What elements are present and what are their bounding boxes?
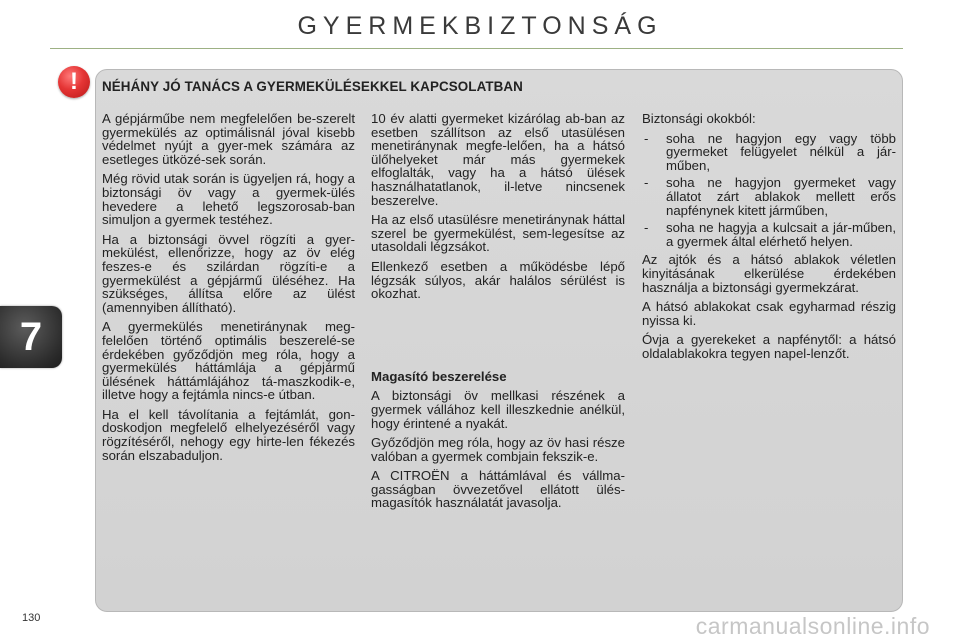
paragraph: Az ajtók és a hátsó ablakok véletlen kinyitásának elkerülése érdekében használja a biztonsági gyermekzárat.	[642, 252, 896, 295]
section-subheading: Magasító beszerelése	[371, 368, 507, 384]
title-divider	[50, 48, 903, 49]
paragraph: A biztonsági öv mellkasi részének a gyermek vállához kell illeszkednie anélkül, hogy érintené a nyakát.	[371, 388, 625, 431]
paragraph: A hátsó ablakokat csak egyharmad részig nyissa ki.	[642, 299, 896, 328]
paragraph: Ha a biztonsági övvel rögzíti a gyer-mekülést, ellenőrizze, hogy az öv elég feszes-e és szilárdan rögzíti-e a gyermekülést a gépjármű üléséhez. Ha szükséges, állítsa előre az ülést (amennyiben állítható).	[102, 231, 355, 315]
list-item: - soha ne hagyja a kulcsait a jár-műben, a gyermek által elérhető helyen.	[642, 221, 896, 248]
paragraph: Ha az első utasülésre menetiránynak háttal szerel be gyermekülést, sem-legesítse az utasoldali légzsákot.	[371, 212, 625, 255]
watermark: carmanualsonline.info	[695, 613, 930, 639]
chapter-tab[interactable]	[0, 306, 62, 368]
list-item: - soha ne hagyjon egy vagy több gyermeket felügyelet nélkül a jár-műben,	[642, 132, 896, 173]
exclamation-warning-icon: !	[58, 66, 90, 98]
paragraph: Ha el kell távolítania a fejtámlát, gon-doskodjon megfelelő elhelyezéséről vagy rögzítéséről, nehogy egy hirte-len fékezés során elszabaduljon.	[102, 406, 355, 463]
paragraph: A gyermekülés menetiránynak meg-felelően történő optimális beszerelé-se érdekében győződjön meg róla, hogy a gyermekülés háttámlája a gépjármű ülésének háttámlájához tá-maszkodik-e, illetve hogy a fejtámla nincs-e útban.	[102, 319, 355, 403]
column-2	[371, 112, 625, 516]
paragraph: Óvja a gyerekeket a napfénytől: a hátsó oldalablakokra tegyen napel-lenzőt.	[642, 332, 896, 361]
paragraph: A gépjárműbe nem megfelelően be-szerelt gyermekülés az optimálisnál jóval kisebb védelmet nyújt a gyer-mek számára az esetleges ütközé-sek során.	[102, 111, 355, 167]
paragraph: Ellenkező esetben a működésbe lépő légzsák súlyos, akár halálos sérülést is okozhat.	[371, 258, 625, 302]
safety-list	[642, 132, 896, 249]
page-title: GYERMEKBIZTONSÁG	[297, 12, 663, 40]
panel-heading: NÉHÁNY JÓ TANÁCS A GYERMEKÜLÉSEKKEL KAPCSOLATBAN	[102, 79, 523, 94]
paragraph: 10 év alatti gyermeket kizárólag ab-ban az esetben szállítson az első utasülésen menetiránynak megfe-lelően, ha a hátsó ülőhelyeket már más gyermekek elfoglalták, vagy ha a hátsó ülések használhatatlanok, il-letve nincsenek beszerelve.	[371, 111, 625, 208]
column-3	[642, 112, 896, 367]
paragraph: Még rövid utak során is ügyeljen rá, hogy a biztonsági öv vagy a gyermek-ülés hevedere a lehető legszorosab-ban simuljon a gyermek testéhez.	[102, 171, 355, 228]
paragraph: A CITROËN a háttámlával és vállma-gasságban övvezetővel ellátott ülés-magasítók használatát javasolja.	[371, 468, 625, 511]
list-item: - soha ne hagyjon gyermeket vagy állatot zárt ablakok mellett erős napfénynek kitett járműben,	[642, 176, 896, 217]
page-number: 130	[22, 612, 41, 624]
spacer	[371, 307, 625, 370]
list-intro: Biztonsági okokból:	[642, 111, 756, 126]
paragraph: Győződjön meg róla, hogy az öv hasi része valóban a gyermek combjain fekszik-e.	[371, 435, 625, 464]
chapter-number: 7	[19, 314, 43, 359]
column-1	[102, 112, 355, 468]
